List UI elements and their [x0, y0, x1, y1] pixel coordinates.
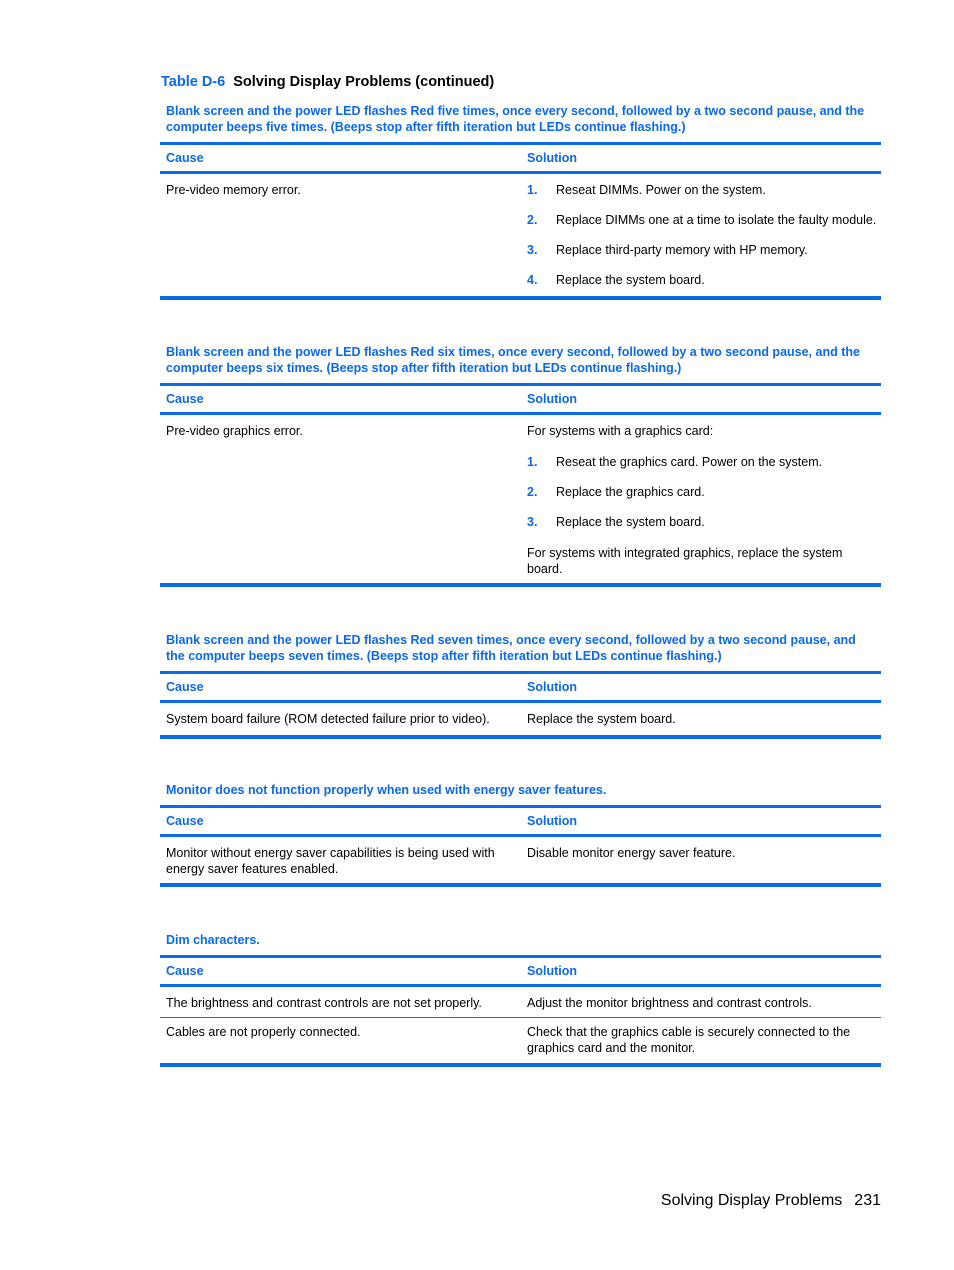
solution-header: Solution — [527, 392, 577, 406]
solution-cell: Disable monitor energy saver feature. — [527, 846, 736, 860]
solution-step — [527, 212, 877, 228]
section-red-six — [160, 344, 881, 587]
step-number: 3. — [527, 243, 538, 257]
solution-step — [527, 182, 877, 198]
section-heading: Blank screen and the power LED flashes Red six times, once every second, followed by a two second pause, and the computer beeps six times. (Beeps stop after fifth iteration but LEDs continue flashing.) — [166, 345, 860, 375]
step-text: Replace the graphics card. — [556, 485, 705, 499]
cause-cell: System board failure (ROM detected failure prior to video). — [166, 712, 490, 726]
table-header — [160, 805, 881, 837]
cause-cell: Cables are not properly connected. — [166, 1025, 361, 1039]
section-dim-characters — [160, 932, 881, 1067]
solution-header: Solution — [527, 151, 577, 165]
solution-header: Solution — [527, 680, 577, 694]
solution-step — [527, 484, 877, 500]
table-header — [160, 383, 881, 415]
solution-cell: Replace the system board. — [527, 712, 676, 726]
section-energy-saver — [160, 782, 881, 887]
table-row — [160, 1017, 881, 1063]
cause-header: Cause — [166, 680, 204, 694]
solution-cell: Adjust the monitor brightness and contrast controls. — [527, 996, 812, 1010]
cause-header: Cause — [166, 964, 204, 978]
section-red-seven — [160, 632, 881, 739]
table-header — [160, 671, 881, 703]
section-heading: Dim characters. — [166, 933, 260, 947]
solution-header: Solution — [527, 964, 577, 978]
table-header — [160, 142, 881, 174]
section-heading: Monitor does not function properly when used with energy saver features. — [166, 783, 607, 797]
page-number: 231 — [854, 1192, 881, 1209]
solution-step — [527, 454, 877, 470]
step-text: Replace third-party memory with HP memory. — [556, 243, 808, 257]
step-text: Replace the system board. — [556, 515, 705, 529]
table-row — [160, 703, 881, 735]
solution-outro: For systems with integrated graphics, replace the system board. — [527, 546, 843, 576]
step-number: 2. — [527, 485, 538, 499]
table-end-rule — [160, 883, 881, 887]
cause-cell: Pre-video memory error. — [166, 183, 301, 197]
table-row — [160, 174, 881, 296]
step-text: Reseat DIMMs. Power on the system. — [556, 183, 766, 197]
step-number: 3. — [527, 515, 538, 529]
solution-step — [527, 272, 877, 288]
table-row — [160, 987, 881, 1017]
cause-cell: Monitor without energy saver capabilities is being used with energy saver features enabled. — [166, 846, 495, 876]
table-end-rule — [160, 296, 881, 300]
section-heading: Blank screen and the power LED flashes Red five times, once every second, followed by a two second pause, and the computer beeps five times. (Beeps stop after fifth iteration but LEDs continue flashing.) — [166, 104, 865, 134]
table-row — [160, 837, 881, 883]
step-text: Replace the system board. — [556, 273, 705, 287]
step-number: 4. — [527, 273, 538, 287]
solution-steps — [527, 454, 877, 530]
solution-cell — [521, 182, 881, 288]
table-row — [160, 415, 881, 583]
solution-step — [527, 242, 877, 258]
solution-intro: For systems with a graphics card: — [527, 424, 714, 438]
cause-header: Cause — [166, 814, 204, 828]
table-title: Solving Display Problems (continued) — [233, 74, 495, 90]
table-header — [160, 955, 881, 987]
solution-header: Solution — [527, 814, 577, 828]
cause-header: Cause — [166, 151, 204, 165]
section-red-five — [160, 103, 881, 300]
table-end-rule — [160, 735, 881, 739]
step-text: Reseat the graphics card. Power on the system. — [556, 455, 823, 469]
section-heading: Blank screen and the power LED flashes Red seven times, once every second, followed by a two second pause, and the computer beeps seven times. (Beeps stop after fifth iteration but LEDs continue flashing.) — [166, 633, 856, 663]
cause-cell: The brightness and contrast controls are not set properly. — [166, 996, 482, 1010]
cause-cell: Pre-video graphics error. — [166, 424, 303, 438]
step-number: 1. — [527, 183, 538, 197]
table-label: Table D-6 — [161, 74, 226, 90]
step-number: 1. — [527, 455, 538, 469]
table-end-rule — [160, 1063, 881, 1067]
page-footer — [661, 1192, 881, 1210]
cause-header: Cause — [166, 392, 204, 406]
solution-cell — [521, 423, 881, 577]
solution-cell: Check that the graphics cable is securely connected to the graphics card and the monitor. — [527, 1025, 851, 1055]
step-text: Replace DIMMs one at a time to isolate the faulty module. — [556, 213, 877, 227]
step-number: 2. — [527, 213, 538, 227]
footer-section-title: Solving Display Problems — [660, 1192, 843, 1209]
table-caption — [161, 74, 494, 90]
solution-step — [527, 514, 877, 530]
table-end-rule — [160, 583, 881, 587]
